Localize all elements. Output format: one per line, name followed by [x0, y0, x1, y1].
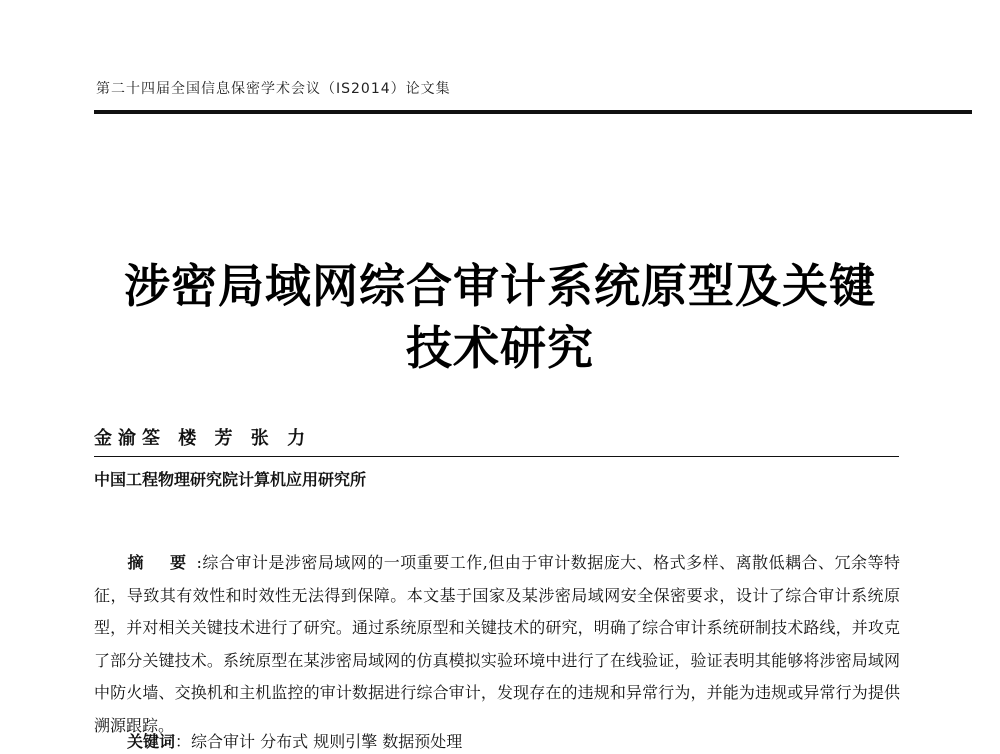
running-header: 第二十四届全国信息保密学术会议（IS2014）论文集 — [96, 81, 451, 97]
abstract — [94, 547, 900, 743]
keywords-label: 关键词 — [127, 732, 176, 751]
abstract-text: :综合审计是涉密局域网的一项重要工作,但由于审计数据庞大、格式多样、离散低耦合、冗余等特征，导致其有效性和时效性无法得到保障。本文基于国家及某涉密局域网安全保密要求，设计了综合审计系统原型，并对相关关键技术进行了研究。通过系统原型和关键技术的研究，明确了综合审计系统研制技术路线，并攻克了部分关键技术。系统原型在某涉密局域网的仿真模拟实验环境中进行了在线验证，验证表明其能够将涉密局域网中防火墙、交换机和主机监控的审计数据进行综合审计，发现存在的违规和异常行为，并能为违规或异常行为提供溯源跟踪。 — [94, 553, 900, 735]
paper-title-line-2: 技术研究 — [406, 321, 594, 375]
keywords-text: ：综合审计 分布式 规则引擎 数据预处理 — [175, 732, 463, 751]
abstract-label: 摘 要 — [127, 553, 197, 572]
paper-title — [94, 255, 906, 379]
affiliation: 中国工程物理研究院计算机应用研究所 — [94, 470, 367, 489]
author-list: 金渝筌 楼 芳 张 力 — [94, 428, 312, 449]
author-rule — [94, 456, 899, 457]
keywords — [127, 730, 887, 754]
header-rule — [94, 110, 972, 114]
paper-title-line-1: 涉密局域网综合审计系统原型及关键 — [124, 259, 876, 313]
